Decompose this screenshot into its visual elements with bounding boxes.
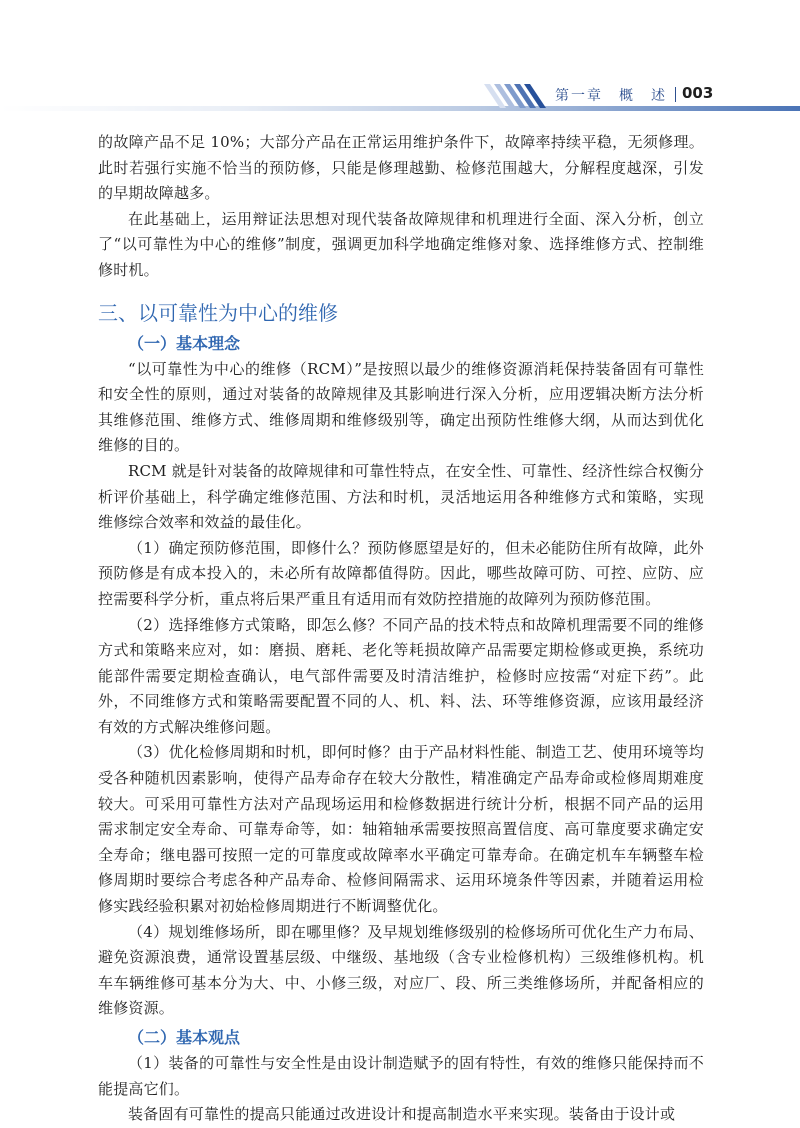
chapter-label: 第一章 概 述	[555, 88, 667, 104]
header-stripes-decoration	[484, 84, 548, 108]
paragraph: （1）确定预防修范围，即修什么？预防修愿望是好的，但未必能防住所有故障，此外预防修是有成本投入的，未必所有故障都值得防。因此，哪些故障可防、可控、应防、应控需要科学分析，重点将后果严重且有适用而有效防控措施的故障列为预防修范围。	[98, 538, 704, 608]
paragraph: 的故障产品不足 10%；大部分产品在正常运用维护条件下，故障率持续平稳，无须修理。此时若强行实施不恰当的预防修，只能是修理越勤、检修范围越大，分解程度越深，引发的早期故障越多。	[98, 133, 704, 203]
paragraph: （4）规划维修场所，即在哪里修？及早规划维修级别的检修场所可优化生产力布局、避免资源浪费，通常设置基层级、中继级、基地级（含专业检修机构）三级维修机构。机车车辆维修可基本分为大、中、小修三级，对应厂、段、所三类维修场所，并配备相应的维修资源。	[98, 922, 704, 1018]
paragraph: （3）优化检修周期和时机，即何时修？由于产品材料性能、制造工艺、使用环境等均受各种随机因素影响，使得产品寿命存在较大分散性，精准确定产品寿命或检修周期难度较大。可采用可靠性方法对产品现场运用和检修数据进行统计分析，根据不同产品的运用需求制定安全寿命、可靠寿命等，如：轴箱轴承需要按照高置信度、高可靠度要求确定安全寿命；继电器可按照一定的可靠度或故障率水平确定可靠寿命。在确定机车车辆整车检修周期时要综合考虑各种产品寿命、检修间隔需求、运用环境条件等因素，并随着运用检修实践经验积累对初始检修周期进行不断调整优化。	[98, 743, 704, 916]
section-heading: 三、以可靠性为中心的维修	[98, 300, 338, 325]
paragraph: “以可靠性为中心的维修（RCM）”是按照以最少的维修资源消耗保持装备固有可靠性和安全性的原则，通过对装备的故障规律及其影响进行深入分析，应用逻辑决断方法分析其维修范围、维修方式、维修周期和维修级别等，确定出预防性维修大纲，从而达到优化维修的目的。	[98, 359, 704, 455]
paragraph: 装备固有可靠性的提高只能通过改进设计和提高制造水平来实现。装备由于设计或	[128, 1105, 676, 1124]
subsection-heading: （一）基本理念	[128, 333, 241, 353]
subsection-heading: （二）基本观点	[128, 1028, 241, 1047]
paragraph: （2）选择维修方式策略，即怎么修？不同产品的技术特点和故障机理需要不同的维修方式和策略来应对，如：磨损、磨耗、老化等耗损故障产品需要定期检修或更换，系统功能部件需要定期检查确认，电气部件需要及时清洁维护，检修时应按需“对症下药”。此外，不同维修方式和策略需要配置不同的人、机、料、法、环等维修资源，应该用最经济有效的方式解决维修问题。	[98, 615, 704, 736]
header-gradient-bar	[0, 106, 800, 111]
paragraph: RCM 就是针对装备的故障规律和可靠性特点，在安全性、可靠性、经济性综合权衡分析评价基础上，科学确定维修范围、方法和时机，灵活地运用各种维修方式和策略，实现维修综合效率和效益的最佳化。	[98, 461, 704, 532]
header-separator	[675, 87, 676, 102]
paragraph: （1）装备的可靠性与安全性是由设计制造赋予的固有特性，有效的维修只能保持而不能提高它们。	[98, 1054, 704, 1098]
page-number: 003	[682, 84, 714, 102]
running-header	[0, 82, 800, 112]
page-content	[98, 130, 704, 1128]
paragraph: 在此基础上，运用辩证法思想对现代装备故障规律和机理进行全面、深入分析，创立了“以可靠性为中心的维修”制度，强调更加科学地确定维修对象、选择维修方式、控制维修时机。	[98, 209, 704, 279]
